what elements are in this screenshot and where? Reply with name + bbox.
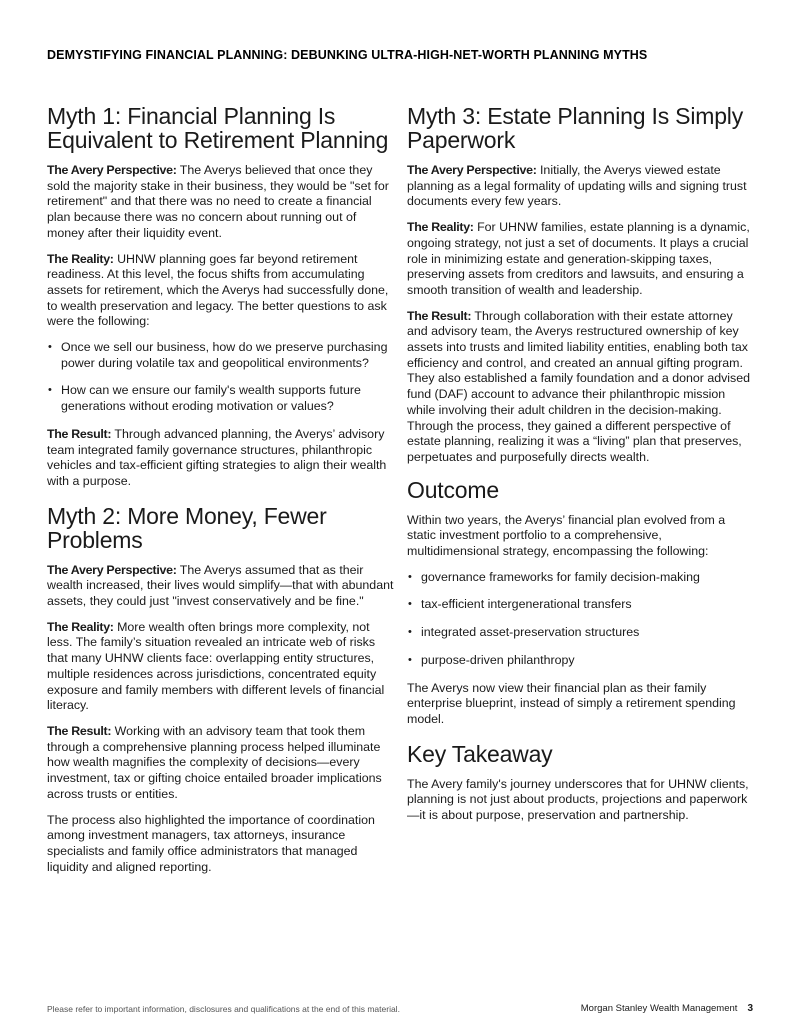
list-item	[407, 653, 755, 669]
footer-disclaimer: Please refer to important information, disclosures and qualifications at the end of this material.	[47, 1004, 400, 1014]
takeaway-section	[407, 742, 755, 824]
list-item	[407, 570, 755, 586]
myth2-reality	[47, 620, 395, 714]
bullet-icon: •	[408, 598, 412, 611]
myth3-reality-label: The Reality:	[407, 220, 474, 235]
myth1-section	[47, 104, 395, 490]
myth2-perspective-label: The Avery Perspective:	[47, 562, 177, 577]
myth1-perspective	[47, 163, 395, 242]
myth1-result-label: The Result:	[47, 426, 112, 441]
myth2-closing: The process also highlighted the importance of coordination among investment managers, tax attorneys, insurance specialists and family office administrators that managed liquidity and aligned reporting.	[47, 812, 375, 874]
outcome-section	[407, 478, 755, 728]
myth2-reality-label: The Reality:	[47, 619, 114, 634]
right-column	[407, 104, 755, 834]
page-number: 3	[747, 1003, 753, 1014]
myth2-result-text: Working with an advisory team that took them through a comprehensive planning process helped illuminate how wealth magnifies the complexity of decisions—every investment, tax or gifting choice entailed broader implications across trusts or entities.	[47, 723, 382, 801]
list-item-text: tax-efficient intergenerational transfers	[421, 597, 632, 612]
footer-brand-block	[581, 1003, 753, 1014]
myth3-heading: Myth 3: Estate Planning Is Simply Paperwork	[407, 103, 743, 153]
myth2-result	[47, 724, 395, 803]
myth1-result	[47, 427, 395, 490]
takeaway-heading: Key Takeaway	[407, 740, 553, 767]
outcome-closing: The Averys now view their financial plan as their family enterprise blueprint, instead of simply a retirement spending model.	[407, 680, 736, 726]
list-item-text: How can we ensure our family's wealth supports future generations without eroding motivation or values?	[61, 383, 361, 414]
list-item-text: integrated asset-preservation structures	[421, 625, 640, 640]
myth3-section	[407, 104, 755, 466]
left-column	[47, 104, 395, 885]
myth1-perspective-text: The Averys believed that once they sold the majority stake in their business, they would be "set for retirement" and that there was no need to create a financial plan because there was no concern about running out of money after their liquidity event.	[47, 163, 389, 240]
myth2-heading: Myth 2: More Money, Fewer Problems	[47, 502, 327, 553]
list-item	[407, 625, 755, 641]
list-item	[47, 340, 395, 371]
myth1-heading: Myth 1: Financial Planning Is Equivalent to Retirement Planning	[47, 103, 389, 153]
myth1-result-text: Through advanced planning, the Averys’ advisory team integrated family governance structures, philanthropic vehicles and tax-efficient gifting strategies to align their wealth with a purpose.	[47, 426, 387, 488]
myth2-perspective	[47, 563, 395, 610]
myth2-result-label: The Result:	[47, 723, 112, 738]
outcome-list	[407, 570, 755, 669]
myth3-perspective-text: Initially, the Averys viewed estate planning as a legal formality of updating wills and signing trust documents every few years.	[407, 163, 747, 209]
outcome-heading: Outcome	[407, 476, 499, 503]
bullet-icon: •	[408, 626, 412, 639]
myth2-perspective-text: The Averys assumed that as their wealth increased, their lives would simplify—that with abundant assets, they could just "invest conservatively and be fine."	[47, 562, 394, 609]
bullet-icon: •	[48, 384, 52, 397]
myth3-result-label: The Result:	[407, 308, 472, 323]
list-item-text: Once we sell our business, how do we preserve purchasing power during volatile tax and geopolitical environments?	[61, 340, 388, 370]
list-item	[407, 597, 755, 613]
myth1-reality-label: The Reality:	[47, 251, 114, 266]
list-item-text: governance frameworks for family decision-making	[421, 569, 700, 584]
bullet-icon: •	[408, 653, 412, 666]
list-item	[47, 383, 395, 414]
myth1-perspective-label: The Avery Perspective:	[47, 163, 177, 177]
myth1-question-list	[47, 340, 395, 415]
myth3-perspective	[407, 163, 755, 210]
myth1-reality	[47, 252, 395, 331]
document-header: DEMYSTIFYING FINANCIAL PLANNING: DEBUNKING ULTRA-HIGH-NET-WORTH PLANNING MYTHS	[47, 48, 648, 62]
myth3-perspective-label: The Avery Perspective:	[407, 163, 537, 177]
myth2-reality-text: More wealth often brings more complexity, not less. The family’s situation revealed an intricate web of risks that many UHNW clients face: overlapping entity structures, multiple residences across jurisdictions, concentrated equity exposure and family members with different levels of financial literacy.	[47, 619, 385, 713]
footer-brand: Morgan Stanley Wealth Management	[580, 1003, 738, 1014]
myth3-result-text: Through collaboration with their estate attorney and advisory team, the Averys restructured ownership of key assets into trusts and limited liability entities, enabling both tax efficiency and control, and created an annual gifting program. They also established a family foundation and a donor advised fund (DAF) account to advance their philanthropic mission while involving their adult children in the decision-making. Through the process, they gained a different perspective of estate planning, realizing it was a “living” plan that preserves, perpetuates and purposefully directs wealth.	[407, 308, 751, 464]
myth3-reality-text: For UHNW families, estate planning is a dynamic, ongoing strategy, not just a set of documents. It plays a crucial role in minimizing estate and generation-skipping taxes, preserving assets from creditors and lawsuits, and ensuring a smooth transition of wealth and leadership.	[407, 220, 750, 297]
bullet-icon: •	[408, 570, 412, 583]
myth3-reality	[407, 220, 755, 299]
myth1-reality-text: UHNW planning goes far beyond retirement readiness. At this level, the focus shifts from accumulating assets for retirement, which the Averys had successfully done, to wealth preservation and legacy. The better questions to ask were the following:	[47, 251, 389, 329]
myth2-section	[47, 504, 395, 876]
myth3-result	[407, 309, 755, 466]
bullet-icon: •	[48, 341, 52, 354]
outcome-intro: Within two years, the Averys’ financial plan evolved from a static investment portfolio to a comprehensive, multidimensional strategy, encompassing the following:	[407, 512, 726, 559]
list-item-text: purpose-driven philanthropy	[421, 652, 575, 667]
takeaway-text: The Avery family's journey underscores that for UHNW clients, planning is not just about products, projections and paperwork—it is about purpose, preservation and partnership.	[407, 776, 749, 823]
